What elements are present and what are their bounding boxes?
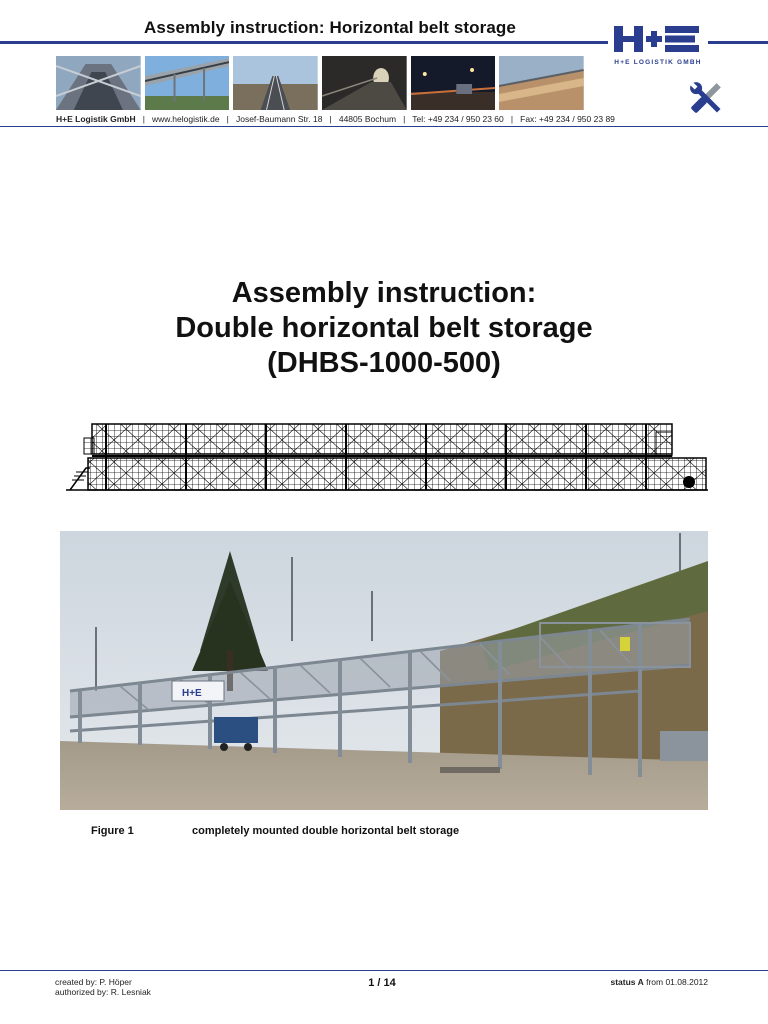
long-conveyor-photo bbox=[233, 56, 318, 110]
he-logistik-logo bbox=[612, 24, 704, 68]
title-line-1: Assembly instruction: bbox=[231, 277, 537, 309]
fax-number: Fax: +49 234 / 950 23 89 bbox=[520, 114, 615, 124]
separator: | bbox=[142, 114, 145, 124]
contact-divider bbox=[0, 126, 768, 127]
document-header-title: Assembly instruction: Horizontal belt storage bbox=[144, 18, 516, 37]
logo-subtext: H+E LOGISTIK GMBH bbox=[614, 59, 702, 66]
website-link[interactable]: www.helogistik.de bbox=[152, 114, 220, 124]
figure-caption: completely mounted double horizontal belt storage bbox=[192, 825, 460, 837]
header-photo-strip bbox=[56, 56, 584, 110]
page-number: 1 / 14 bbox=[368, 977, 396, 989]
footer-status bbox=[560, 977, 708, 987]
figure-label: Figure 1 bbox=[91, 825, 134, 837]
belt-bridge-photo bbox=[145, 56, 230, 110]
separator: | bbox=[226, 114, 229, 124]
created-by: created by: P. Höper bbox=[55, 977, 132, 987]
side-view-drawing bbox=[66, 418, 708, 494]
status-date: from 01.08.2012 bbox=[646, 977, 708, 987]
banner-text: H+E bbox=[182, 688, 202, 699]
city-address: 44805 Bochum bbox=[338, 114, 397, 124]
footer-authors bbox=[55, 977, 151, 997]
conveyor-gallery-photo bbox=[56, 56, 141, 110]
separator: | bbox=[510, 114, 514, 124]
wrench-screwdriver-icon bbox=[684, 78, 728, 118]
authorized-by: authorized by: R. Lesniak bbox=[55, 987, 151, 997]
contact-line bbox=[56, 114, 736, 124]
material-belt-photo bbox=[499, 56, 584, 110]
header-divider-right bbox=[708, 41, 768, 44]
separator: | bbox=[403, 114, 406, 124]
separator: | bbox=[329, 114, 332, 124]
footer-divider bbox=[0, 970, 768, 971]
mounted-storage-photo bbox=[60, 531, 708, 810]
header-divider bbox=[0, 41, 608, 44]
company-name: H+E Logistik GmbH bbox=[56, 114, 136, 124]
status-label: status A bbox=[610, 977, 644, 987]
document-title bbox=[0, 276, 768, 381]
title-line-3: (DHBS-1000-500) bbox=[267, 347, 501, 379]
title-line-2: Double horizontal belt storage bbox=[175, 312, 593, 344]
street-address: Josef-Baumann Str. 18 bbox=[235, 114, 323, 124]
tunnel-photo bbox=[322, 56, 407, 110]
phone-number: Tel: +49 234 / 950 23 60 bbox=[412, 114, 504, 124]
night-plant-photo bbox=[411, 56, 496, 110]
